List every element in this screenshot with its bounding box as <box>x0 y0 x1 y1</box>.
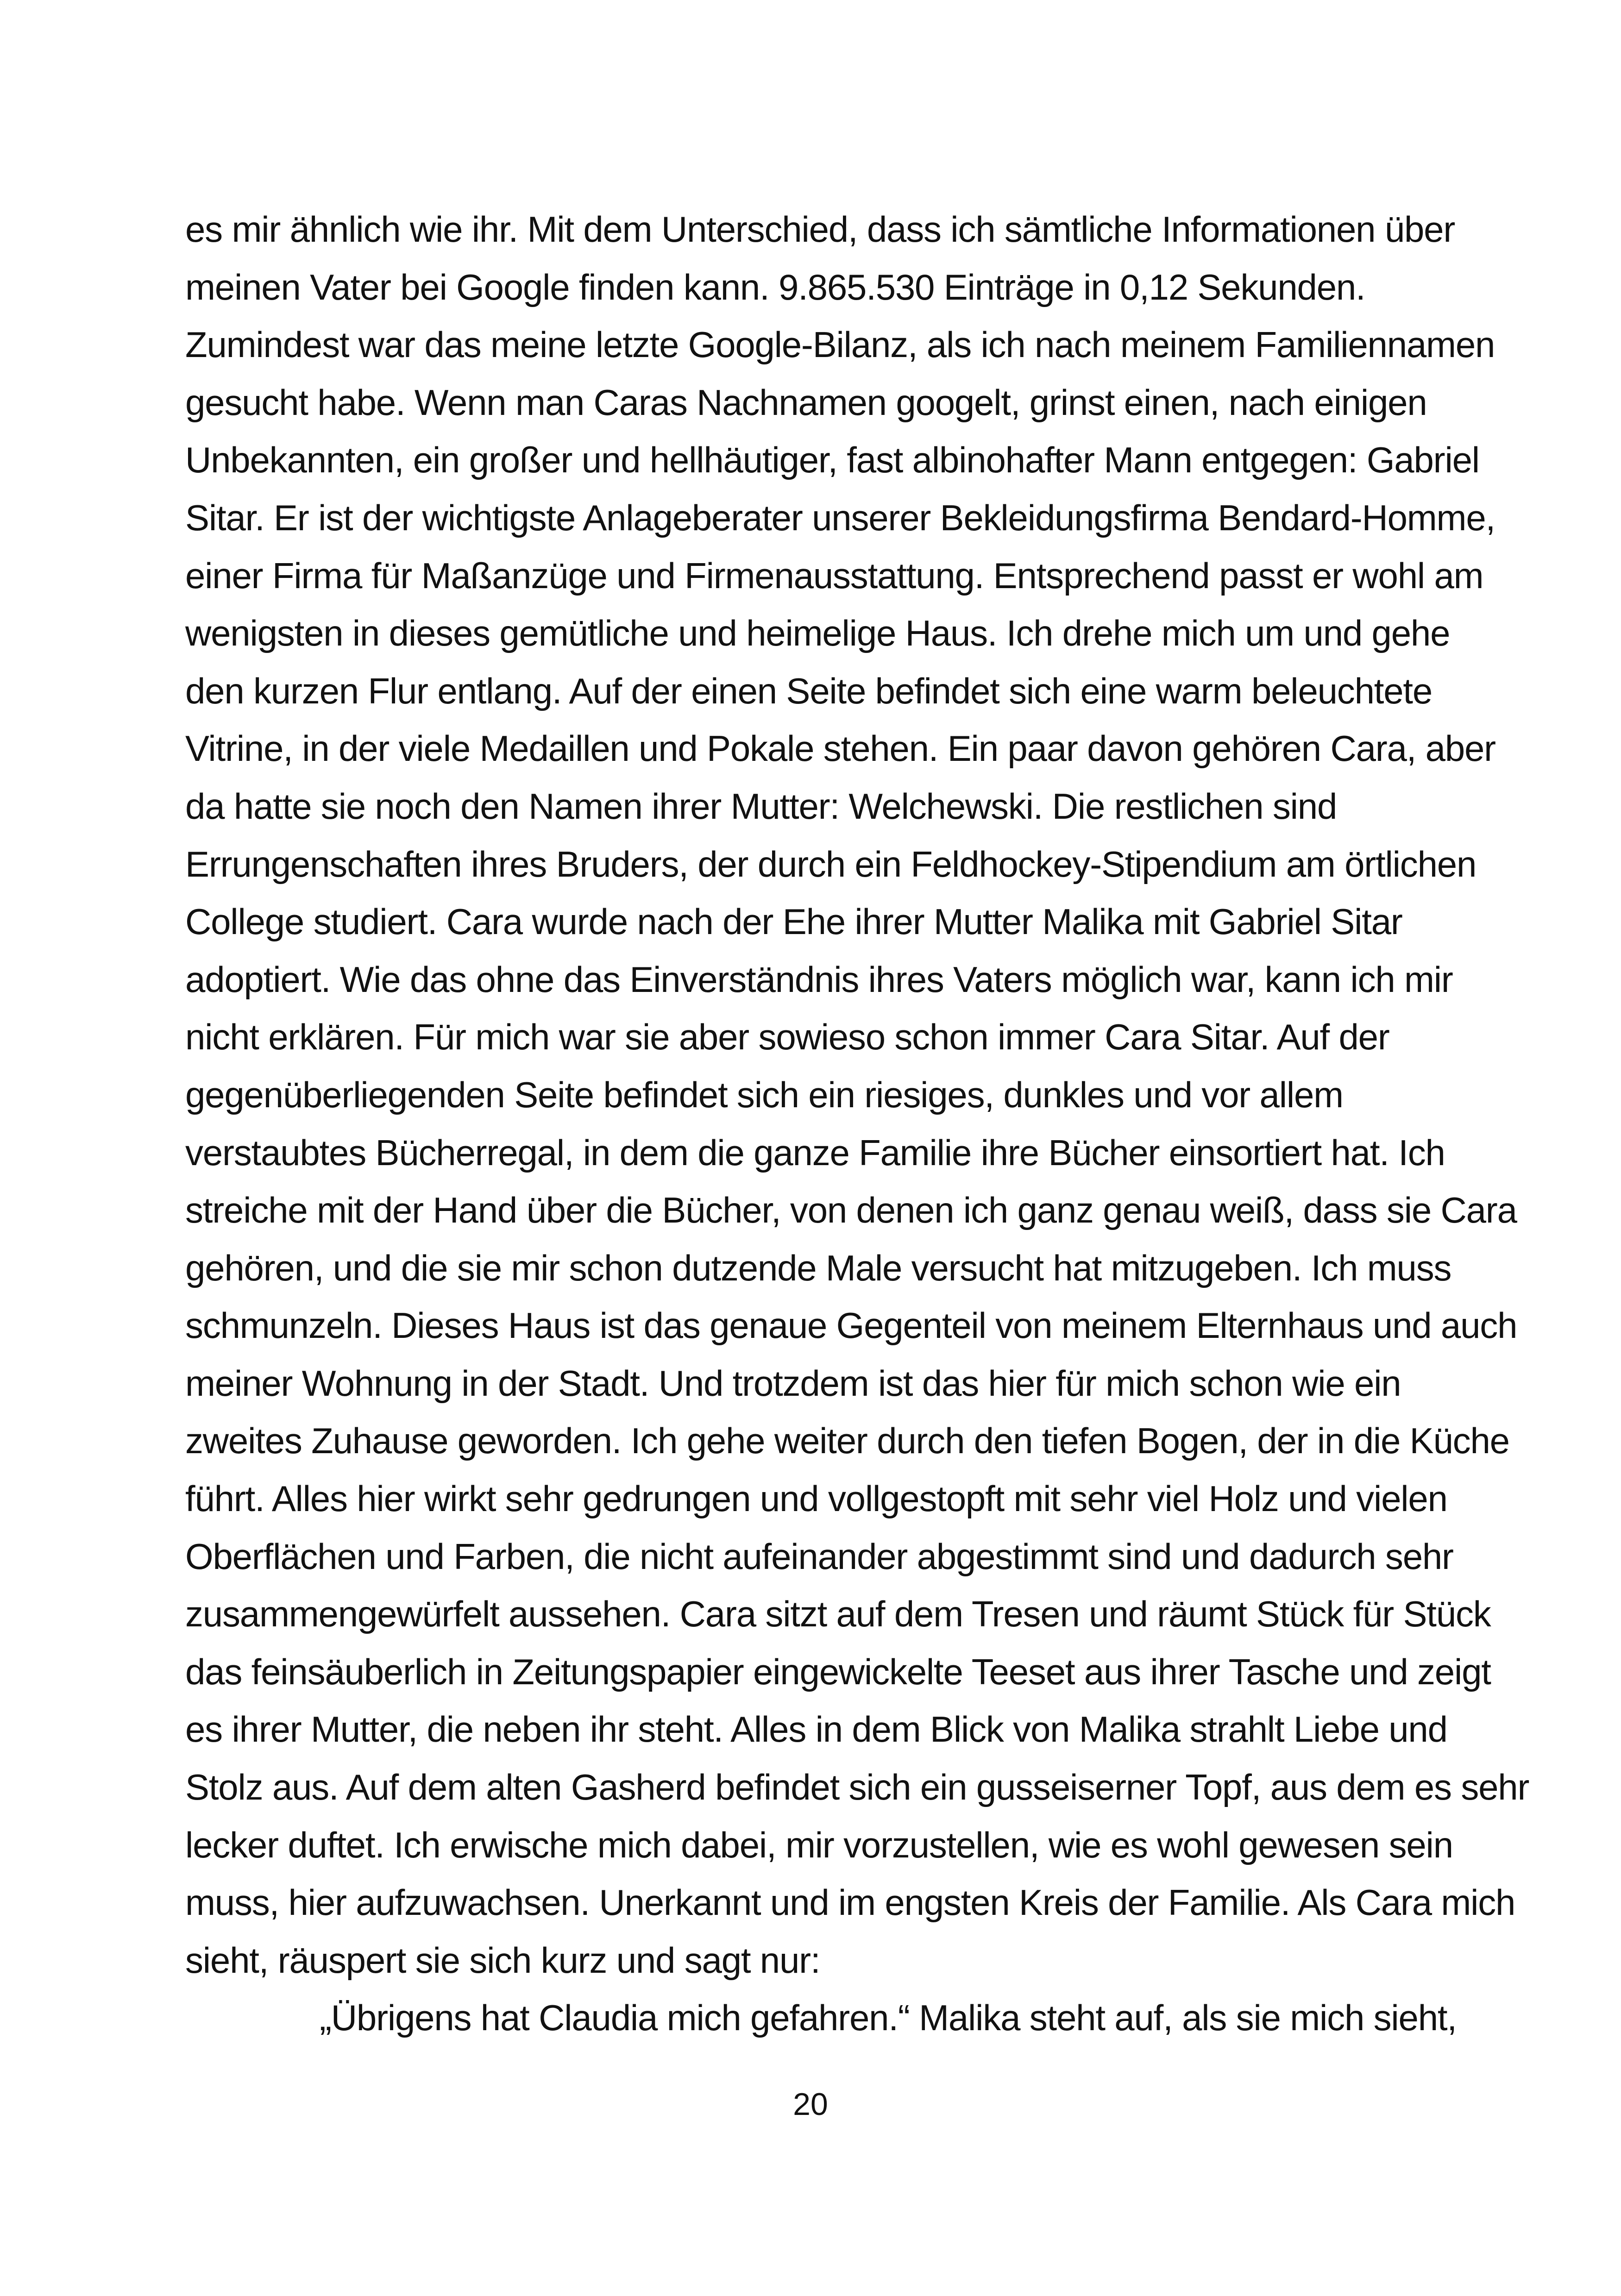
text-line: meiner Wohnung in der Stadt. Und trotzdem ist das hier für mich schon wie ein <box>185 1362 1401 1404</box>
text-line: gesucht habe. Wenn man Caras Nachnamen googelt, grinst einen, nach einigen <box>185 382 1427 423</box>
text-line: das feinsäuberlich in Zeitungspapier eingewickelte Teeset aus ihrer Tasche und zeigt <box>185 1651 1491 1692</box>
text-line: da hatte sie noch den Namen ihrer Mutter: Welchewski. Die restlichen sind <box>185 785 1337 827</box>
text-line: College studiert. Cara wurde nach der Ehe ihrer Mutter Malika mit Gabriel Sitar <box>185 901 1402 942</box>
text-line: adoptiert. Wie das ohne das Einverständnis ihres Vaters möglich war, kann ich mir <box>185 959 1453 1000</box>
page-number: 20 <box>793 2087 828 2122</box>
text-line: Stolz aus. Auf dem alten Gasherd befindet sich ein gusseiserner Topf, aus dem es sehr <box>185 1767 1529 1808</box>
text-line: muss, hier aufzuwachsen. Unerkannt und im engsten Kreis der Familie. Als Cara mich <box>185 1882 1515 1923</box>
text-line: sieht, räuspert sie sich kurz und sagt nur: <box>185 1939 820 1981</box>
text-line: lecker duftet. Ich erwische mich dabei, mir vorzustellen, wie es wohl gewesen sein <box>185 1824 1453 1865</box>
body-text <box>185 201 1529 2047</box>
text-line: meinen Vater bei Google finden kann. 9.865.530 Einträge in 0,12 Sekunden. <box>185 266 1365 307</box>
text-line: Zumindest war das meine letzte Google-Bilanz, als ich nach meinem Familiennamen <box>185 324 1495 365</box>
text-line: zusammengewürfelt aussehen. Cara sitzt auf dem Tresen und räumt Stück für Stück <box>185 1593 1491 1635</box>
text-line: es mir ähnlich wie ihr. Mit dem Unterschied, dass ich sämtliche Informationen über <box>185 209 1455 250</box>
text-line: es ihrer Mutter, die neben ihr steht. Alles in dem Blick von Malika strahlt Liebe und <box>185 1709 1447 1750</box>
text-line: Errungenschaften ihres Bruders, der durch ein Feldhockey-Stipendium am örtlichen <box>185 843 1476 885</box>
text-line: gehören, und die sie mir schon dutzende Male versucht hat mitzugeben. Ich muss <box>185 1247 1451 1288</box>
text-line: wenigsten in dieses gemütliche und heimelige Haus. Ich drehe mich um und gehe <box>185 613 1450 654</box>
text-line: gegenüberliegenden Seite befindet sich ein riesiges, dunkles und vor allem <box>185 1074 1343 1115</box>
text-line: führt. Alles hier wirkt sehr gedrungen und vollgestopft mit sehr viel Holz und vielen <box>185 1478 1447 1519</box>
text-line: streiche mit der Hand über die Bücher, von denen ich ganz genau weiß, dass sie Cara <box>185 1190 1517 1231</box>
text-line: Unbekannten, ein großer und hellhäutiger, fast albinohafter Mann entgegen: Gabriel <box>185 439 1479 481</box>
text-line: Sitar. Er ist der wichtigste Anlageberater unserer Bekleidungsfirma Bendard-Homme, <box>185 497 1495 538</box>
text-line: Vitrine, in der viele Medaillen und Pokale stehen. Ein paar davon gehören Cara, aber <box>185 728 1495 769</box>
text-line: Oberflächen und Farben, die nicht aufeinander abgestimmt sind und dadurch sehr <box>185 1536 1453 1577</box>
text-line: schmunzeln. Dieses Haus ist das genaue Gegenteil von meinem Elternhaus und auch <box>185 1305 1517 1346</box>
text-line-indented: „Übrigens hat Claudia mich gefahren.“ Malika steht auf, als sie mich sieht, <box>320 1997 1457 2039</box>
text-line: verstaubtes Bücherregal, in dem die ganze Familie ihre Bücher einsortiert hat. Ich <box>185 1132 1445 1173</box>
text-line: nicht erklären. Für mich war sie aber sowieso schon immer Cara Sitar. Auf der <box>185 1016 1389 1058</box>
text-line: einer Firma für Maßanzüge und Firmenausstattung. Entsprechend passt er wohl am <box>185 555 1483 596</box>
text-line: den kurzen Flur entlang. Auf der einen Seite befindet sich eine warm beleuchtete <box>185 670 1433 711</box>
text-line: zweites Zuhause geworden. Ich gehe weiter durch den tiefen Bogen, der in die Küche <box>185 1420 1509 1462</box>
